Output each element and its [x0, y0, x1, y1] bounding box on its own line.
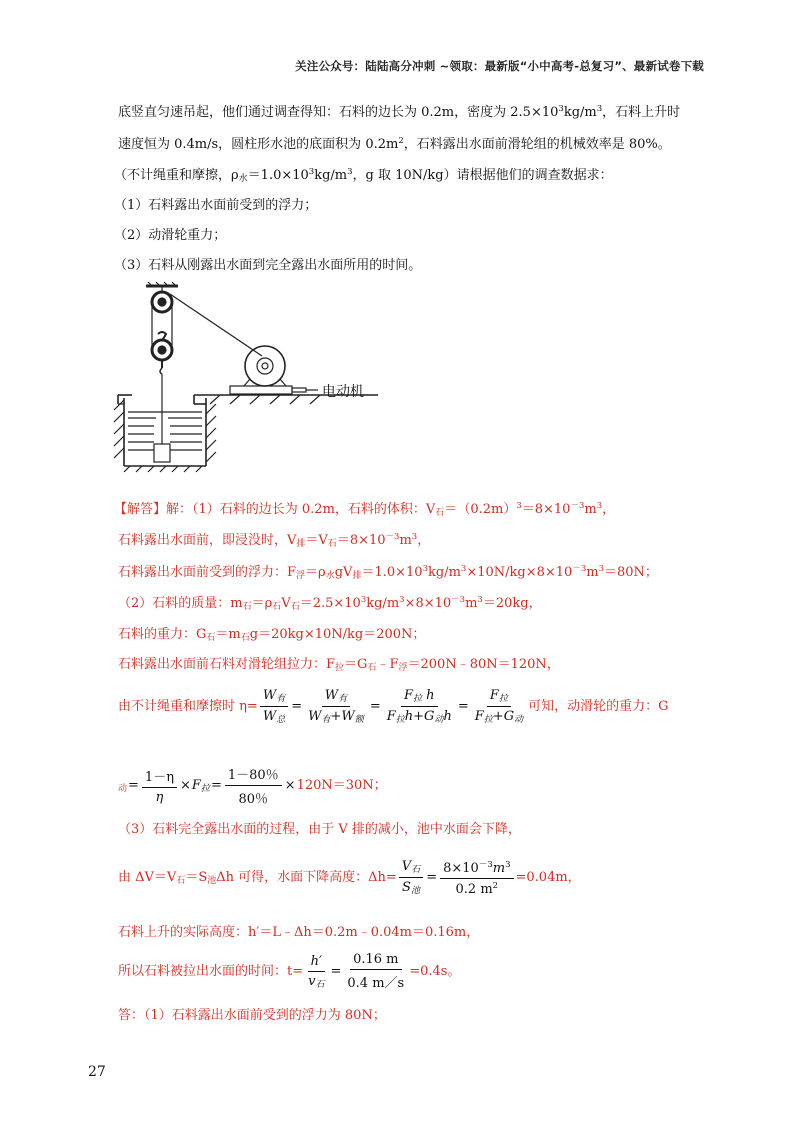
solution-line-6: 石料露出水面前石料对滑轮组拉力：$F_拉=G_石﹣F_浮=200N﹣80N=120N$，	[118, 657, 560, 673]
solution-line-7: 由不计绳重和摩擦时 η= $\frac{W_有}{W_总}$ = $\frac{W_有}{W_有+W_额}$ = $\frac{F_拉 h}{F_拉h+G_动h}$ = $\frac{F_拉}{F_拉+G_动}$ 可知，动滑轮的重力：G	[118, 688, 669, 725]
motor-label: 电动机	[322, 384, 364, 400]
fraction-fh: $\frac{F_拉 h}{F_拉h+G_动h}$	[386, 688, 452, 725]
pulley-motor-figure	[110, 278, 380, 473]
solution-line-9: （3）石料完全露出水面的过程，由于 V 排的减小，池中水面会下降，	[118, 822, 521, 837]
fraction-f-fg: $\frac{F_拉}{F_拉+G_动}$	[474, 688, 524, 725]
fraction-time: $\frac{0.16 m}{0.4 m/s}$	[347, 952, 405, 991]
solution-line-4: （2）石料的质量：$m_石=\rho_石V_石=2.5\times 10^3kg/m^3\times 8\times 10^{-3}m^3=20kg$，	[118, 595, 542, 612]
solution-line-8: $_动$= $\frac{1-\eta}{\eta}$ $\times F_拉=$ $\frac{1-80\%}{80\%}$ ×120N＝30N；	[118, 764, 387, 807]
problem-line-1: 底竖直匀速吊起，他们通过调查得知：石料的边长为 0.2m，密度为 $2.5\times 10^3kg/m^3$，石料上升时	[118, 104, 681, 120]
solution-line-1: 【解答】解：（1）石料的边长为 0.2m，石料的体积：$V_石=(0.2m)^3=8\times 10^{-3}m^3$，	[114, 501, 616, 518]
solution-line-5: 石料的重力：$G_石=m_石g=20kg\times 10N/kg=200N$；	[118, 627, 426, 643]
fraction-v-s: $\frac{V_石}{S_池}$	[399, 859, 423, 896]
solution-line-2: 石料露出水面前，即浸没时，$V_排=V_石=8\times 10^{-3}m^3$，	[118, 532, 431, 549]
question-1: （1）石料露出水面前受到的浮力；	[114, 198, 318, 213]
question-3: （3）石料从刚露出水面到完全露出水面所用的时间。	[114, 258, 422, 273]
solution-line-12: 所以石料被拉出水面的时间：t= $\frac{h'}{v_石}$ = $\frac{0.16 m}{0.4 m/s}$ =0.4s。	[118, 952, 461, 991]
fraction-h-v: $\frac{h'}{v_石}$	[308, 953, 325, 990]
fraction-w-you-w-sum: $\frac{W_有}{W_有+W_额}$	[308, 688, 364, 725]
question-2: （2）动滑轮重力；	[114, 228, 227, 243]
fraction-eta: $\frac{1-\eta}{\eta}$	[142, 766, 177, 805]
fraction-volume-area: $\frac{8\times 10^{-3}m^3}{0.2 m^2}$	[440, 858, 513, 897]
problem-line-3: （不计绳重和摩擦，$\rho_水=1.0\times 10^3kg/m^3$，g 取 10N/kg）请根据他们的调查数据求：	[114, 167, 613, 184]
fraction-80: $\frac{1-80\%}{80\%}$	[225, 764, 282, 807]
solution-line-3: 石料露出水面前受到的浮力：$F_浮=\rho_水gV_排=1.0\times 10^3kg/m^3\times 10N/kg\times 8\times 10^{-3}m^3=80N$；	[118, 564, 658, 581]
solution-line-13: 答：（1）石料露出水面前受到的浮力为 80N；	[118, 1008, 386, 1023]
page-number: 27	[88, 1064, 106, 1080]
solution-line-11: 石料上升的实际高度：h′＝L﹣Δh＝0.2m﹣0.04m＝0.16m，	[118, 925, 480, 940]
problem-line-2: 速度恒为 0.4m/s，圆柱形水池的底面积为 $0.2m^2$，石料露出水面前滑轮组的机械效率是 80%。	[118, 136, 671, 152]
page-header: 关注公众号：陆陆高分冲刺 ~领取：最新版“小中高考-总复习”、最新试卷下载	[295, 59, 704, 73]
solution-line-10: 由 $\Delta V=V_石=S_池\Delta h$ 可得，水面下降高度：Δh= $\frac{V_石}{S_池}$ = $\frac{8\times 10^{-3}m^3}{0.2 m^2}$ =0.04m，	[118, 859, 581, 897]
fraction-w-you-w-zong: $\frac{W_有}{W_总}$	[260, 688, 288, 725]
